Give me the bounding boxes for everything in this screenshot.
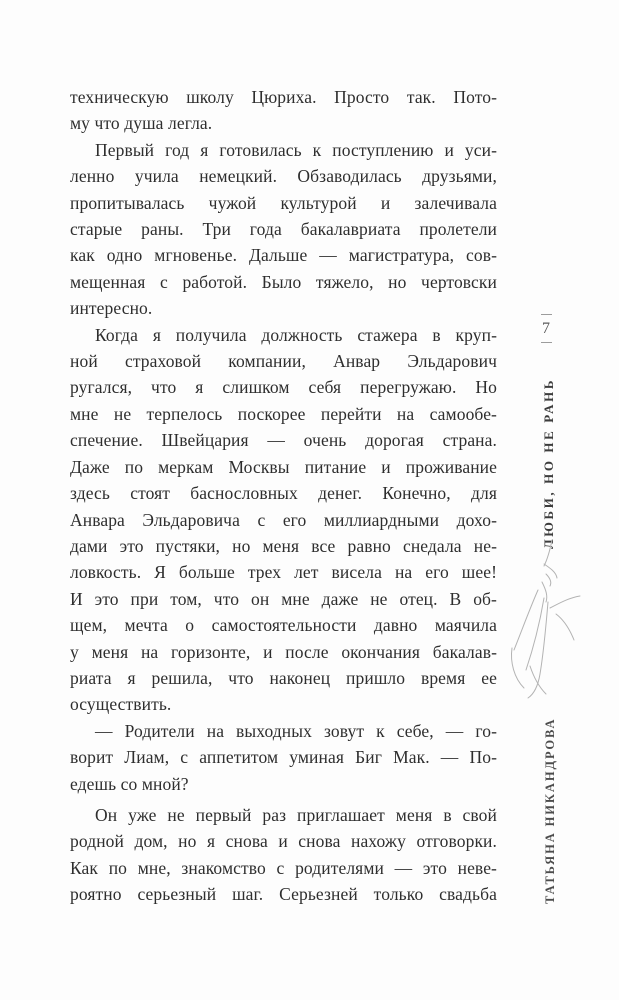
text-line: осуществить.	[70, 694, 172, 715]
text-line: ной страховой компании, Анвар Эльдарович	[70, 351, 497, 372]
text-line: Даже по меркам Москвы питание и проживание	[70, 456, 497, 477]
text-line: у меня на горизонте, и после окончания бакалав-	[70, 641, 497, 662]
text-line: Когда я получила должность стажера в круп-	[95, 324, 497, 345]
paragraph	[70, 322, 497, 718]
text-line: му что душа легла.	[70, 113, 213, 134]
text-line: интересно.	[70, 298, 153, 319]
text-line: техническую школу Цюриха. Просто так. Пото-	[70, 87, 497, 107]
text-line: старые раны. Три года бакалавриата пролетели	[70, 219, 497, 240]
text-line: роятно серьезный шаг. Серьезней только свадьба	[70, 884, 497, 905]
text-line: родной дом, но я снова и снова нахожу отговорки.	[70, 831, 497, 852]
text-line: мне не терпелось поскорее перейти на самообе-	[70, 403, 497, 424]
page-number	[533, 314, 559, 343]
text-line: Он уже не первый раз приглашает меня в свой	[95, 804, 497, 825]
text-line: едешь со мной?	[70, 773, 189, 794]
text-line: риата я решила, что наконец пришло время ее	[70, 667, 497, 688]
text-line: щем, мечта о самостоятельности давно маячила	[70, 615, 497, 636]
text-line: — Родители на выходных зовут к себе, — го-	[95, 720, 497, 741]
page-number-value: 7	[542, 320, 550, 337]
running-head-book-title: ЛЮБИ, НО НЕ РАНЬ	[541, 377, 556, 549]
text-line: пропитывалась чужой культурой и залечивала	[70, 192, 497, 213]
page-number-dash-bottom	[541, 342, 552, 343]
text-line: Как по мне, знакомство с родителями — это неве-	[70, 857, 497, 878]
text-line: ругался, что я слишком себя перегружаю. Но	[70, 377, 497, 398]
paragraph	[70, 718, 497, 797]
text-line: здесь стоят баснословных денег. Конечно, для	[70, 483, 497, 504]
text-line: как одно мгновенье. Дальше — магистратура, сов-	[70, 245, 497, 266]
text-line: мещенная с работой. Было тяжело, но чертовски	[70, 271, 497, 292]
paragraph	[70, 84, 497, 137]
paragraph	[70, 802, 497, 908]
page-number-dash-top	[541, 314, 552, 315]
text-line: ворит Лиам, с аппетитом уминая Биг Мак. — По-	[70, 747, 497, 768]
text-line: И это при том, что он мне даже не отец. В об-	[70, 588, 497, 609]
text-line: Первый год я готовилась к поступлению и уси-	[95, 139, 497, 160]
text-line: Анвара Эльдаровича с его миллиардными дохо-	[70, 509, 497, 530]
decorative-sketch	[500, 538, 590, 703]
text-line: ловкость. Я больше трех лет висела на его шее!	[70, 562, 497, 583]
body-text	[70, 84, 497, 908]
text-line: спечение. Швейцария — очень дорогая страна.	[70, 430, 497, 451]
text-line: дами это пустяки, но меня все равно снедала не-	[70, 535, 497, 556]
text-line: ленно учила немецкий. Обзаводилась друзьями,	[70, 166, 497, 187]
running-head-author: ТАТЬЯНА НИКАНДРОВА	[543, 717, 557, 904]
paragraph	[70, 137, 497, 322]
